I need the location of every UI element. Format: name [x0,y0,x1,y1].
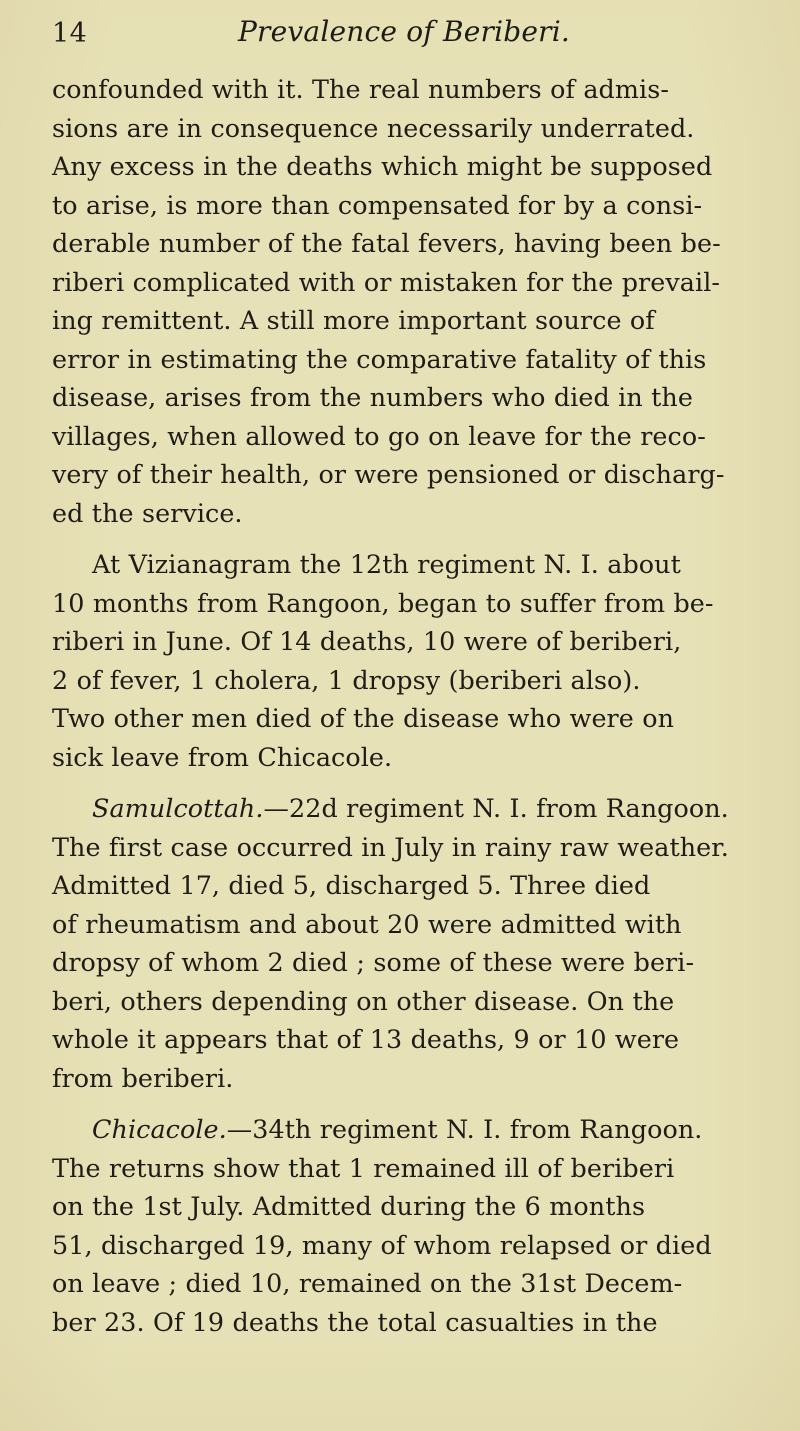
page-header [52,0,756,70]
text-line: ber 23. Of 19 deaths the total casualties in the [52,1306,658,1337]
running-head: Prevalence of Beriberi. [238,15,570,48]
text-line: from beriberi. [52,1062,234,1093]
text-line: riberi complicated with or mistaken for the prevail- [52,266,721,297]
text-line: to arise, is more than compensated for by a consi- [52,189,703,220]
text-line: villages, when allowed to go on leave for the reco- [52,420,706,451]
text-line: The first case occurred in July in rainy raw weather. [52,831,729,862]
text-line: Any excess in the deaths which might be supposed [52,151,713,181]
text-line: sick leave from Chicacole. [52,741,393,772]
text-line: dropsy of whom 2 died ; some of these were beri- [52,947,695,977]
text-line: beri, others depending on other disease. On the [52,985,675,1016]
text-line: 2 of fever, 1 cholera, 1 dropsy (beriberi also). [52,664,641,695]
text-line: Admitted 17, died 5, discharged 5. Three died [52,870,651,900]
text-line: on leave ; died 10, remained on the 31st Decem- [52,1268,683,1298]
text-line: The returns show that 1 remained ill of beriberi [52,1152,675,1183]
text-line: on the 1st July. Admitted during the 6 months [52,1191,646,1221]
text-line: 51, discharged 19, many of whom relapsed or died [52,1229,712,1260]
text-line: riberi in June. Of 14 deaths, 10 were of beriberi, [52,626,682,656]
text-line: sions are in consequence necessarily underrated. [52,112,695,143]
paragraph-spacer [52,1097,756,1110]
text-line: of rheumatism and about 20 were admitted with [52,908,682,939]
text-line: 10 months from Rangoon, began to suffer from be- [52,587,714,618]
text-line: whole it appears that of 13 deaths, 9 or 10 were [52,1024,680,1054]
text-line: derable number of the fatal fevers, having been be- [52,228,721,258]
line-rest: —22d regiment N. I. from Rangoon. [263,793,729,823]
text-line: confounded with it. The real numbers of admis- [52,74,670,104]
text-line: Two other men died of the disease who were on [52,703,675,733]
paragraph-vizianagram [52,545,756,776]
page-text [52,70,756,1341]
text-line: At Vizianagram the 12th regiment N. I. about [92,549,681,579]
line-rest: —34th regiment N. I. from Rangoon. [226,1114,703,1144]
paragraph-chicacole [52,1110,756,1341]
text-line [52,1110,756,1149]
text-line [52,789,756,828]
paragraph-samulcottah [52,789,756,1097]
text-line: very of their health, or were pensioned or discharg- [52,459,725,489]
text-line: ed the service. [52,497,243,528]
paragraph-1 [52,70,756,532]
page-number: 14 [52,18,88,49]
place-name: Samulcottah. [92,793,264,823]
place-name: Chicacole. [92,1114,227,1144]
paragraph-spacer [52,776,756,789]
text-line: disease, arises from the numbers who died in the [52,382,693,412]
text-line: error in estimating the comparative fatality of this [52,343,707,374]
paragraph-spacer [52,532,756,545]
text-line: ing remittent. A still more important source of [52,305,655,335]
